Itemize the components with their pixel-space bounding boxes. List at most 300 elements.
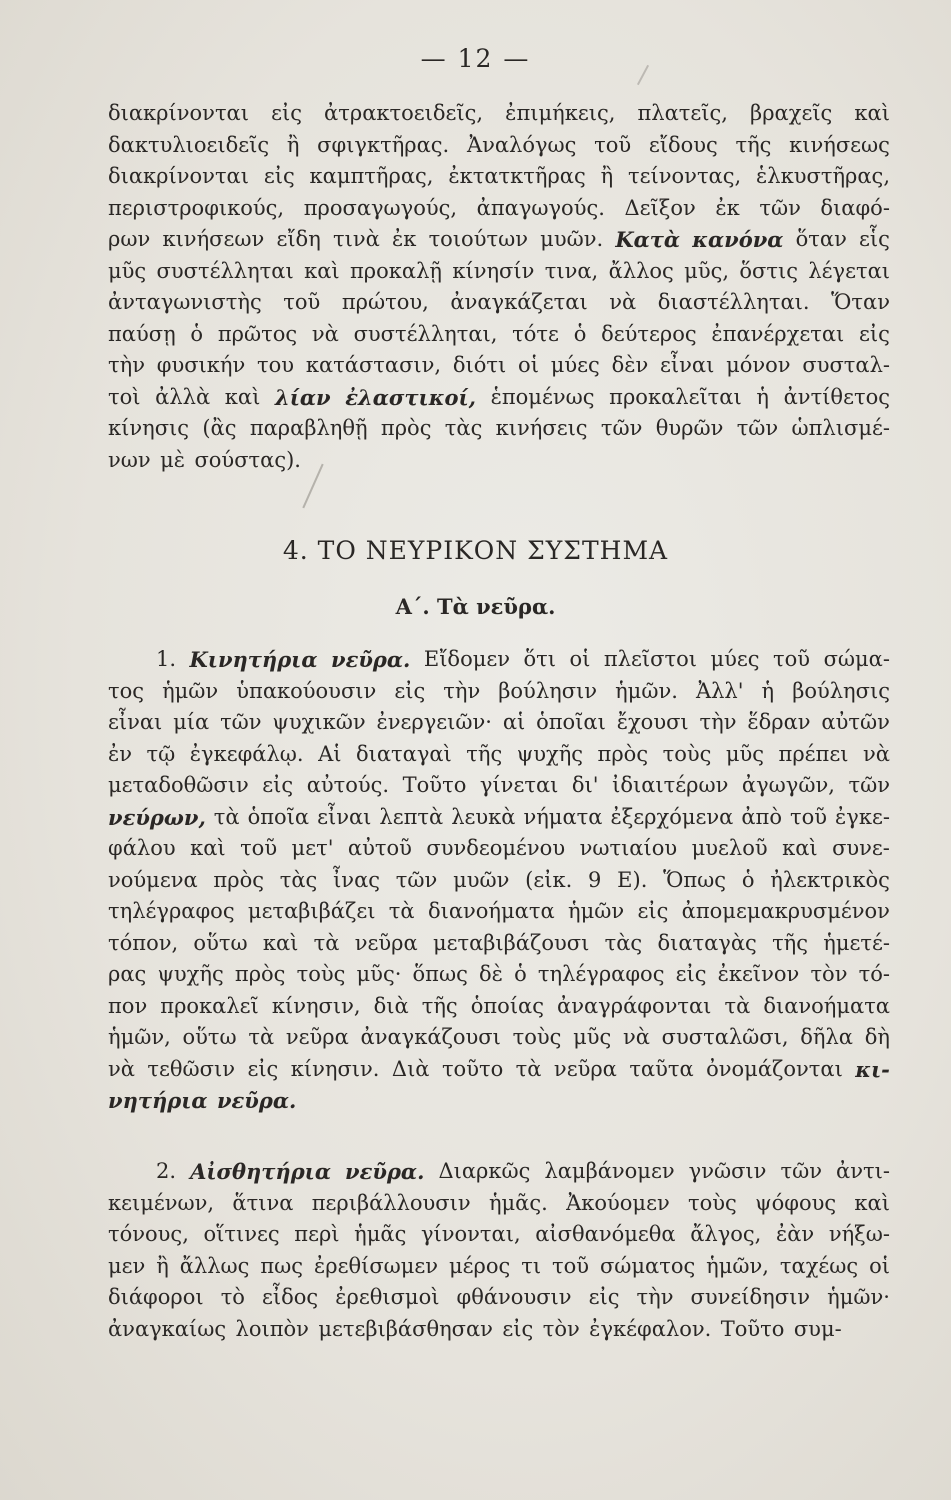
word: ἀναγράφονται — [557, 993, 712, 1018]
text-line — [108, 350, 890, 382]
word: ἐν — [108, 741, 133, 766]
word: νωτιαίου — [579, 836, 678, 860]
word: ἄλγος, — [690, 1222, 762, 1246]
word: εἰς — [859, 321, 890, 346]
word: τῶν — [736, 416, 779, 440]
word: ἐπανέρχεται — [711, 321, 845, 346]
word: παραβληθῇ — [249, 416, 368, 440]
word: σώματος — [599, 1253, 696, 1278]
text-line — [108, 928, 890, 960]
word: ψυχῆς — [157, 962, 224, 986]
word: του — [257, 353, 295, 377]
word: ἐλαστικοί, — [345, 384, 476, 410]
word: νεῦρα. — [216, 1088, 297, 1113]
paragraph-sensory-nerves — [108, 1156, 890, 1345]
word: μῦς — [573, 1025, 612, 1049]
word: λεπτὰ — [379, 804, 444, 829]
word: τοὺς — [512, 1025, 562, 1049]
paragraph-motor-nerves — [108, 644, 890, 1117]
word: ἡμῶν, — [706, 1253, 769, 1278]
word: εἰς — [394, 678, 426, 703]
word: διακρίνονται — [108, 164, 249, 188]
word: 1. — [156, 647, 177, 671]
word: ἢ — [600, 164, 614, 188]
word: πλεῖστοι — [603, 647, 697, 671]
word: οὕτω — [193, 930, 248, 955]
word: τοῦ — [773, 647, 811, 671]
word: τὰ — [724, 993, 751, 1018]
word: δὲν — [611, 353, 649, 377]
word: ὁποίας — [470, 993, 544, 1018]
word: τοῦ — [594, 132, 632, 157]
word: λοιπὸν — [235, 1316, 309, 1341]
word: οἱ — [569, 647, 591, 671]
word: Τοῦτο — [402, 773, 467, 797]
paragraph-muscles — [108, 98, 890, 476]
word: ἐρεθισμοὶ — [335, 1285, 440, 1309]
word: ὑπακούουσιν — [236, 678, 377, 703]
word: οἵτινες — [203, 1222, 280, 1246]
text-line — [108, 959, 890, 991]
word: εἷς — [859, 227, 890, 251]
word: σώμα- — [823, 647, 890, 671]
word: αὐτούς. — [306, 773, 390, 797]
word: ὅστις — [739, 258, 798, 283]
text-line — [108, 130, 890, 162]
word: ἀναγκάζεται — [450, 290, 588, 314]
word: τοῦ — [551, 1253, 590, 1278]
word: ἐγκέφαλον. — [589, 1316, 712, 1341]
word: τεθῶσιν — [147, 1056, 235, 1081]
word: πον — [108, 993, 148, 1018]
word: τοὺς — [296, 962, 346, 986]
word: ἀντι- — [836, 1159, 890, 1183]
text-line — [108, 833, 890, 865]
word: νήματα — [523, 804, 603, 829]
word: τῶν — [220, 710, 262, 734]
word: λίαν — [275, 384, 331, 410]
word: καὶ — [224, 384, 261, 409]
word: ἀπὸ — [741, 804, 782, 829]
word: ἰδιαιτέρων — [612, 773, 729, 797]
word: τὴν — [636, 1285, 674, 1309]
word: Διαρκῶς — [438, 1159, 531, 1183]
word: ψυχικῶν — [272, 710, 366, 734]
word: συνδεομένου — [426, 836, 566, 860]
word: τῆς — [421, 993, 458, 1018]
word: ἡ — [756, 384, 769, 409]
word: Κατὰ — [615, 227, 681, 252]
word: τοὶ — [108, 384, 141, 409]
word: οἱ — [869, 1253, 890, 1278]
text-line — [108, 98, 890, 130]
word: περιβάλλουσιν — [311, 1190, 471, 1215]
word: νεῦρα — [354, 930, 418, 955]
word: τῷ — [146, 741, 176, 766]
word: πρὸς — [213, 867, 264, 892]
word: ἀγωγῶν, — [741, 773, 835, 797]
subsection-title: Α΄. Τὰ νεῦρα. — [395, 594, 556, 619]
word: νούμενα — [108, 867, 198, 892]
word: τότε — [512, 321, 559, 346]
word: σούστας). — [194, 447, 301, 472]
word: ἡ — [761, 678, 775, 703]
text-line — [108, 1022, 890, 1054]
word: τοιούτων — [428, 227, 528, 251]
word: δεύτερος — [601, 321, 697, 346]
word: πρὸς — [380, 416, 432, 440]
word: ἐπιμήκεις, — [505, 101, 616, 125]
word: τὸν — [542, 1316, 580, 1341]
word: μεταβιβάζει — [247, 899, 376, 923]
word: ὁποῖαι — [536, 710, 606, 734]
word: ἑλκυστῆρας, — [756, 164, 890, 188]
word: τινα, — [544, 258, 599, 283]
word: ὅτι — [523, 647, 557, 671]
word: δὴ — [864, 1025, 890, 1049]
word: ἀτρακτοειδεῖς, — [324, 101, 484, 125]
word: μῦς — [725, 741, 765, 766]
word: τοῦ — [789, 804, 828, 829]
word: συνείδησιν — [690, 1285, 811, 1309]
text-line — [108, 802, 890, 834]
word: αὐτῶν — [821, 710, 890, 734]
word: μυελοῦ — [691, 836, 768, 860]
word: καὶ — [304, 258, 340, 283]
word: κι- — [855, 1056, 890, 1082]
word: εἶναι — [660, 353, 715, 377]
word: ὁ — [514, 962, 527, 986]
word: προσαγωγούς, — [303, 195, 458, 220]
word: μόνον — [726, 353, 791, 377]
word: μετεβιβάσθησαν — [318, 1316, 493, 1341]
word: τὰς — [604, 930, 643, 955]
word: ἀναγκαίως — [108, 1316, 227, 1341]
word: ἐγκεφάλῳ. — [189, 741, 304, 766]
word: κίνησίν — [452, 258, 535, 283]
word: ἄλλως — [179, 1253, 250, 1278]
word: διὰ — [373, 993, 409, 1018]
word: προκαλῇ — [349, 258, 442, 283]
word: ταῦτα — [629, 1056, 694, 1081]
word: ἡμῶν, — [108, 1025, 171, 1049]
word: διανοήματα — [763, 993, 890, 1018]
word: νὰ — [311, 321, 339, 346]
word: ἢ — [156, 1253, 169, 1278]
word: διάφοροι — [108, 1285, 204, 1309]
word: βούλησις — [792, 678, 890, 703]
word: δῆλα — [800, 1025, 853, 1049]
word: (ἂς — [202, 416, 237, 440]
word: τοῦ — [240, 836, 278, 860]
word: τὰ — [248, 1025, 275, 1049]
word: διαταγὰς — [657, 930, 757, 955]
word: ἀπαγωγούς. — [476, 195, 605, 220]
word: Ὅπως — [663, 867, 727, 892]
word: τόνους, — [108, 1222, 189, 1246]
word: αἱ — [502, 710, 526, 734]
word: τό- — [858, 962, 890, 986]
word: εἰς — [263, 164, 295, 188]
word: ὁ — [573, 321, 587, 346]
word: καὶ — [854, 101, 890, 125]
word: βραχεῖς — [750, 101, 833, 125]
word: μύες — [710, 647, 760, 671]
word: λέγεται — [808, 258, 890, 283]
word: εἰς — [262, 773, 294, 797]
word: Ε). — [617, 867, 648, 892]
word: ἡμῶν. — [615, 678, 678, 703]
text-line — [108, 991, 890, 1023]
word: συμ- — [793, 1316, 842, 1341]
word: μεταδοθῶσιν — [108, 773, 249, 797]
text-line — [108, 287, 890, 319]
word: Αἰσθητήρια — [190, 1159, 331, 1184]
text-line — [108, 676, 890, 708]
word: νὰ — [622, 1025, 650, 1049]
word: γνῶσιν — [688, 1159, 767, 1183]
word: ἢ — [286, 132, 300, 157]
word: πλατεῖς, — [637, 101, 728, 125]
text-line — [108, 1156, 890, 1188]
word: εἰς — [637, 899, 669, 923]
word: Διὰ — [391, 1056, 430, 1081]
word: τὰ — [515, 1056, 542, 1081]
word: τοὺς — [688, 1190, 737, 1215]
word: εἴδη — [276, 227, 321, 251]
text-line — [108, 1188, 890, 1220]
word: καὶ — [190, 836, 226, 860]
word: δὲ — [479, 962, 503, 986]
word: τῶν — [600, 416, 643, 440]
word: εἰς — [502, 1316, 534, 1341]
word: (εἰκ. — [525, 867, 573, 892]
word: παύσῃ — [108, 321, 176, 346]
word: μυῶν — [453, 867, 510, 892]
word: πρώτου, — [341, 290, 429, 314]
word: ὅταν — [795, 227, 847, 251]
word: ἡμῶν· — [827, 1285, 890, 1309]
word: ἄλλος — [608, 258, 674, 283]
text-line — [108, 1219, 890, 1251]
word: ἐκ — [715, 195, 740, 220]
word: Κινητήρια — [189, 647, 318, 672]
word: ὁ — [190, 321, 204, 346]
word: εἶναι — [317, 804, 372, 829]
word: εἰς — [247, 1056, 279, 1081]
word: ἐρεθίσωμεν — [313, 1253, 439, 1278]
word: ἠλεκτρικὸς — [770, 867, 890, 892]
word: λαμβάνομεν — [544, 1159, 675, 1183]
page-number: — 12 — — [420, 44, 531, 73]
word: συστέλληται, — [353, 321, 498, 346]
word: τῶν — [395, 867, 438, 892]
word: τὰ — [388, 899, 415, 923]
word: οἱ — [518, 353, 539, 377]
word: λευκὰ — [451, 804, 516, 829]
word: φθάνουσιν — [456, 1285, 572, 1309]
word: τὴν — [443, 678, 481, 703]
word: μυῶν. — [540, 227, 604, 251]
word: ἀναγκάζουσι — [360, 1025, 501, 1049]
text-line — [108, 644, 890, 676]
word: μεν — [108, 1253, 146, 1278]
word: κίνησιν. — [290, 1056, 380, 1081]
word: Ἀναλόγως — [466, 132, 577, 157]
word: τηλέγραφος — [537, 962, 665, 986]
text-line — [108, 896, 890, 928]
word: ἑπομένως — [490, 384, 595, 409]
word: εἰς — [588, 1285, 620, 1309]
word: ἡμᾶς — [354, 1222, 407, 1246]
word: ταχέως — [779, 1253, 859, 1278]
word: τινὰ — [332, 227, 380, 251]
word: τὴν — [699, 710, 737, 734]
word: νεῦρα. — [331, 647, 411, 672]
word: διότι — [452, 353, 507, 377]
word: τὰς — [279, 867, 318, 892]
word: ἕδραν — [747, 710, 811, 734]
word: ὁποῖα — [247, 804, 310, 829]
word: νεῦρα. — [345, 1159, 425, 1184]
word: εἶναι — [108, 710, 163, 734]
word: Αἱ — [318, 741, 342, 766]
word: ἅτινα — [232, 1190, 294, 1215]
word: μεταβιβάζουσι — [432, 930, 590, 955]
word: ὅπως — [412, 962, 468, 986]
word: τοῦ — [283, 290, 321, 314]
word: πρέπει — [778, 741, 849, 766]
word: καὶ — [782, 836, 818, 860]
word: περιστροφικούς, — [108, 195, 285, 220]
word: τὰ — [313, 930, 340, 955]
text-line — [108, 707, 890, 739]
text-line — [108, 161, 890, 193]
word: Εἴδομεν — [423, 647, 511, 671]
word: διανοήματα — [427, 899, 555, 923]
word: ρας — [108, 962, 147, 986]
word: οὕτω — [182, 1025, 237, 1049]
word: κινήσεως — [789, 132, 890, 157]
text-line — [108, 256, 890, 288]
word: ἐξερχόμενα — [610, 804, 734, 829]
word: τῶν — [780, 1159, 822, 1183]
word: σφιγκτῆρας. — [317, 132, 450, 157]
word: αὐτοῦ — [347, 836, 412, 860]
word: ἐὰν — [775, 1222, 815, 1246]
word: καὶ — [262, 930, 299, 955]
word: τοὺς — [662, 741, 712, 766]
text-line — [108, 1251, 890, 1283]
word: νὰ — [862, 741, 890, 766]
word: γίνεται — [479, 773, 559, 797]
word: Ἀλλ' — [695, 678, 744, 703]
word: βούλησιν — [498, 678, 598, 703]
word: δακτυλιοειδεῖς — [108, 132, 270, 157]
word: περὶ — [294, 1222, 340, 1246]
word: καμπτῆρας, — [309, 164, 434, 188]
word: συσταλ- — [802, 353, 890, 377]
word: μετ' — [291, 836, 334, 860]
word: τὰς — [444, 416, 483, 440]
word: τῆς — [466, 741, 503, 766]
word: τῆς — [735, 132, 772, 157]
word: μύες — [550, 353, 600, 377]
word: κίνησιν, — [271, 993, 361, 1018]
text-line — [108, 1054, 890, 1086]
word: τῶν — [759, 195, 801, 220]
word: πρῶτος — [217, 321, 298, 346]
word: μῦς — [108, 258, 147, 283]
word: τὸ — [220, 1285, 245, 1309]
word: τόπον, — [108, 930, 179, 955]
word: μῦς· — [356, 962, 402, 986]
word: τείνοντας, — [628, 164, 742, 188]
word: αἰσθανόμεθα — [535, 1222, 676, 1246]
word: ἡμῶν — [567, 899, 625, 923]
word: ἀντίθετος — [783, 384, 890, 409]
word: νεῦρα — [553, 1056, 617, 1081]
word: μέρος — [449, 1253, 511, 1278]
word: ἀνταγωνιστὴς — [108, 290, 262, 314]
word: μὲ — [160, 447, 186, 472]
word: τὰ — [213, 804, 240, 829]
word: 9 — [588, 867, 602, 892]
word: ἐκτατκτῆρας — [448, 164, 586, 188]
word: εἴδους — [648, 132, 718, 157]
text-line — [108, 770, 890, 802]
word: 2. — [156, 1159, 177, 1183]
word: διαφό- — [820, 195, 890, 220]
word: τηλέγραφος — [108, 899, 235, 923]
word: νεῦρα — [285, 1025, 349, 1049]
word: ἐκεῖνον — [717, 962, 800, 986]
text-line — [108, 319, 890, 351]
text-line — [108, 1085, 890, 1117]
word: νὰ — [609, 290, 637, 314]
word: μία — [173, 710, 210, 734]
word: κινήσεις — [495, 416, 588, 440]
word: πρὸς — [234, 962, 286, 986]
word: ἶνας — [333, 867, 381, 892]
word: διακρίνονται — [108, 101, 249, 125]
word: τος — [108, 678, 145, 703]
word: τὴν — [108, 353, 145, 377]
word: Τοῦτο — [720, 1316, 785, 1341]
word: τι — [521, 1253, 542, 1278]
word: ψόφους — [755, 1190, 837, 1215]
word: τοῦτο — [441, 1056, 504, 1081]
word: κειμένων, — [108, 1190, 215, 1215]
word: νεύρων, — [108, 804, 206, 830]
word: ὡπλισμέ- — [791, 416, 890, 440]
word: ἡμετέ- — [823, 930, 890, 955]
word: κινήσεων — [162, 227, 265, 251]
text-line — [108, 1282, 890, 1314]
word: ἐνεργειῶν· — [376, 710, 492, 734]
word: ὀνομάζονται — [706, 1056, 843, 1081]
word: νὰ — [108, 1056, 135, 1081]
word: συστέλληται — [156, 258, 294, 283]
word: νητήρια — [108, 1088, 208, 1113]
section-title: 4. ΤΟ ΝΕΥΡΙΚΟΝ ΣΥΣΤΗΜΑ — [282, 536, 669, 565]
word: διαταγαὶ — [355, 741, 452, 766]
word: συνε- — [832, 836, 890, 860]
word: θυρῶν — [655, 416, 724, 440]
text-line — [108, 413, 890, 445]
word: δι' — [571, 773, 599, 797]
word: ἡμῶν — [162, 678, 219, 703]
